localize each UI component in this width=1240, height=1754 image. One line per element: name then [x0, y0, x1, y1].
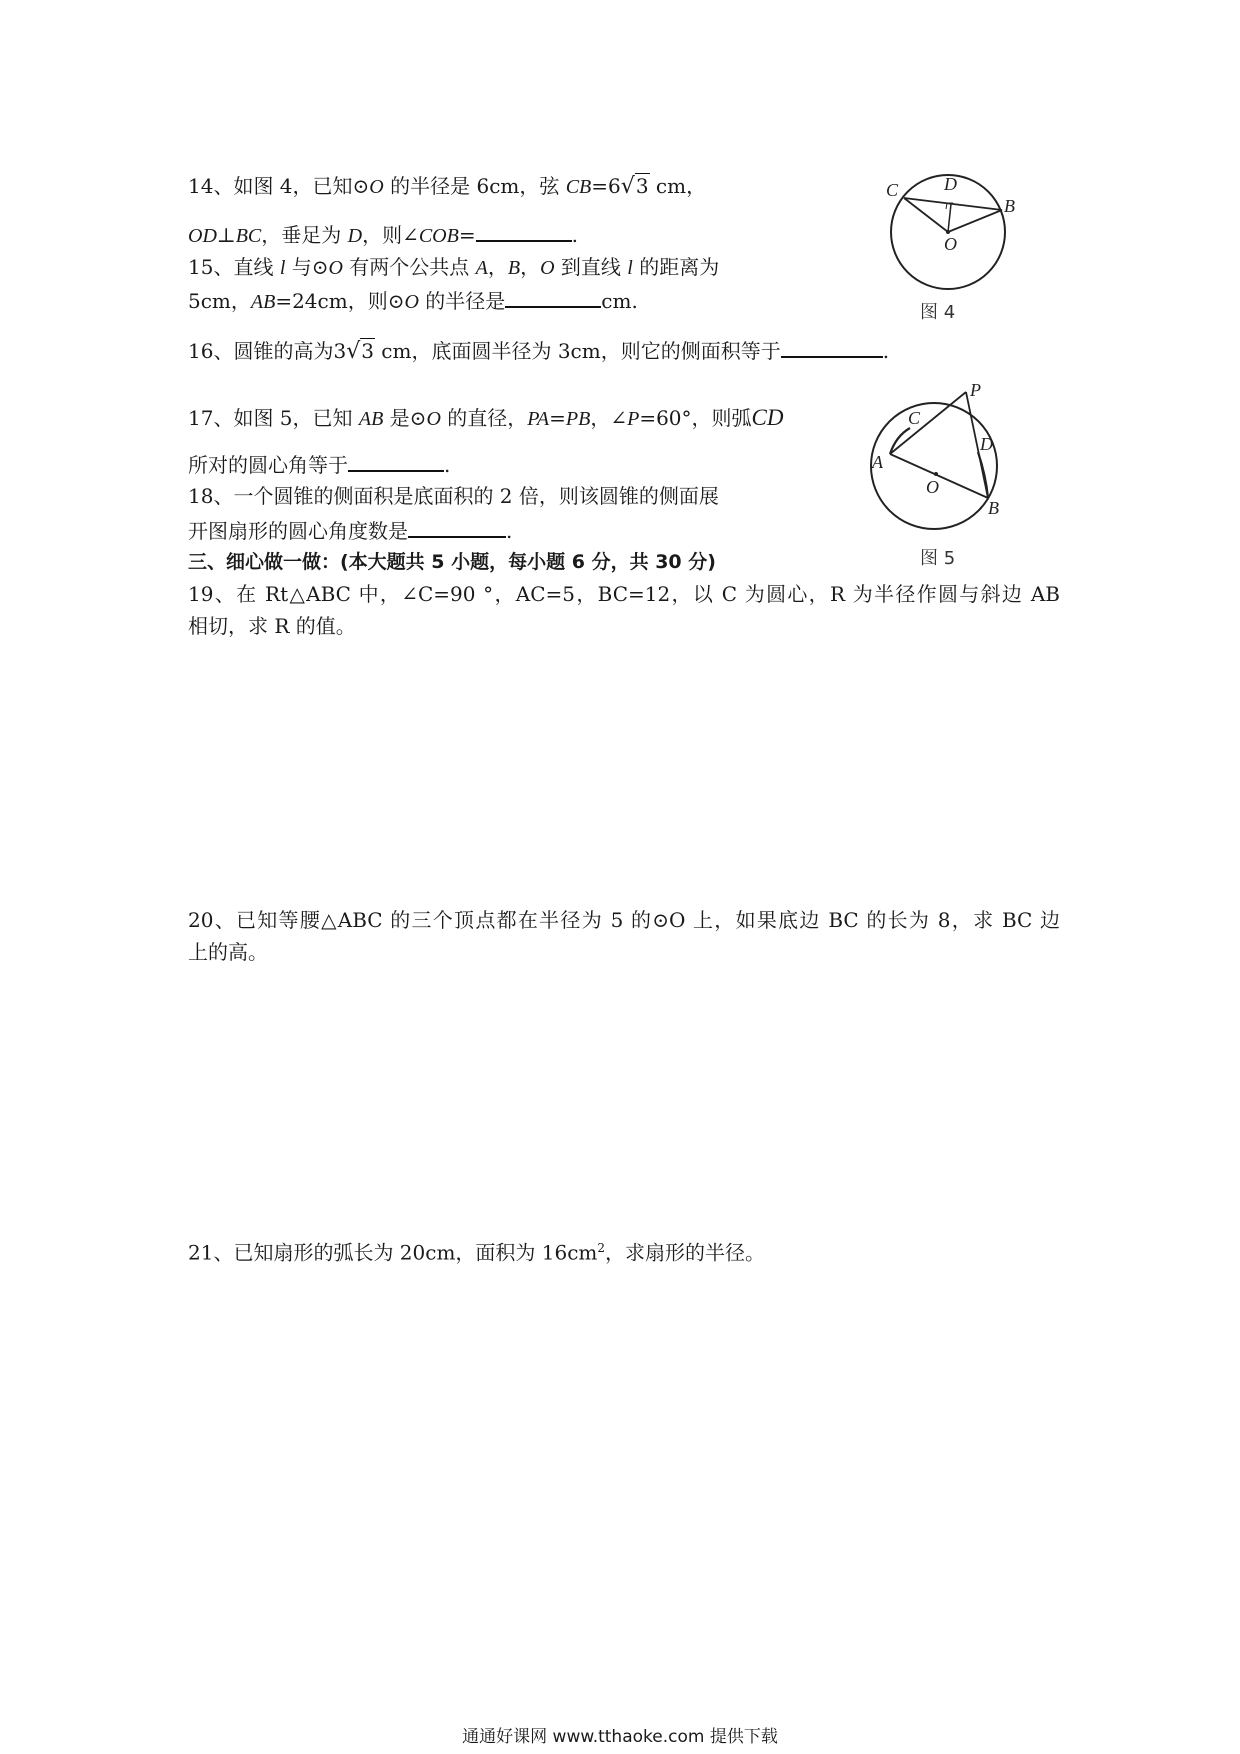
q20-line-2: 上的高。	[188, 940, 268, 964]
q17-line-1: 17、如图 5，已知 AB 是⊙O 的直径，PA=PB，∠P=60°，则弧CD	[188, 405, 784, 430]
fig4-segment-ob	[948, 210, 1002, 232]
q17-line-2: 所对的圆心角等于 .	[188, 453, 451, 477]
q18-line-1: 18、一个圆锥的侧面积是底面积的 2 倍，则该圆锥的侧面展	[188, 484, 719, 508]
q14-line-1: 14、如图 4，已知⊙O 的半径是 6cm，弦 CB=6√3 cm，	[188, 174, 707, 199]
answer-blank-17[interactable]	[348, 452, 444, 472]
page-footer: 通通好课网 www.tthaoke.com 提供下载	[462, 1727, 778, 1747]
fig5-label-p: P	[970, 380, 981, 400]
q19-line-2: 相切，求 R 的值。	[188, 614, 356, 638]
figure-4-diagram	[874, 168, 1034, 298]
q21-line: 21、已知扇形的弧长为 20cm，面积为 $16cm^2$，求扇形的半径。	[188, 1240, 766, 1265]
q14-line-2: OD⊥BC，垂足为 D，则∠COB= .	[188, 223, 578, 247]
fig4-label-c: C	[886, 180, 899, 200]
q15-line-2: 5cm，AB=24cm，则⊙O 的半径是 cm.	[188, 289, 638, 313]
answer-blank-15[interactable]	[505, 288, 601, 308]
fig4-segment-od	[948, 204, 951, 232]
q18-line-2: 开图扇形的圆心角度数是 .	[188, 519, 513, 543]
section-3-heading: 三、细心做一做：(本大题共 5 小题，每小题 6 分，共 30 分)	[188, 551, 716, 573]
q16-line: 16、圆锥的高为3√3 cm，底面圆半径为 3cm，则它的侧面积等于 .	[188, 339, 890, 364]
fig4-label-o: O	[944, 234, 957, 254]
fig5-center-dot	[934, 472, 938, 476]
fig5-label-o: O	[926, 477, 939, 497]
sqrt-symbol: √3	[620, 174, 649, 199]
fig4-label-b: B	[1004, 196, 1015, 216]
figure-5-caption: 图 5	[920, 548, 956, 569]
fig5-circle	[871, 403, 997, 529]
fig5-label-a: A	[872, 452, 883, 472]
answer-blank-16[interactable]	[781, 338, 883, 358]
q20-line-1: 20、已知等腰△ABC 的三个顶点都在半径为 5 的⊙O 上，如果底边 BC 的长为 8，求 BC 边	[188, 908, 1060, 932]
answer-blank-18[interactable]	[408, 518, 506, 538]
q15-line-1: 15、直线 l 与⊙O 有两个公共点 A，B，O 到直线 l 的距离为	[188, 255, 720, 279]
fig4-chord-cb	[904, 198, 1002, 210]
answer-blank-14[interactable]	[476, 222, 572, 242]
fig5-segment-pa	[890, 392, 966, 454]
figure-5-diagram	[862, 378, 1022, 538]
figure-4-caption: 图 4	[920, 302, 956, 323]
fig5-label-b: B	[988, 498, 999, 518]
fig5-diameter-ab	[890, 454, 988, 498]
fig5-label-d: D	[980, 434, 993, 454]
sqrt-symbol: √3	[346, 339, 374, 364]
fig5-label-c: C	[908, 408, 921, 428]
fig4-label-d: D	[944, 174, 957, 194]
q19-line-1: 19、在 Rt△ABC 中，∠C=90 °，AC=5，BC=12，以 C 为圆心，R 为半径作圆与斜边 AB	[188, 582, 1060, 606]
